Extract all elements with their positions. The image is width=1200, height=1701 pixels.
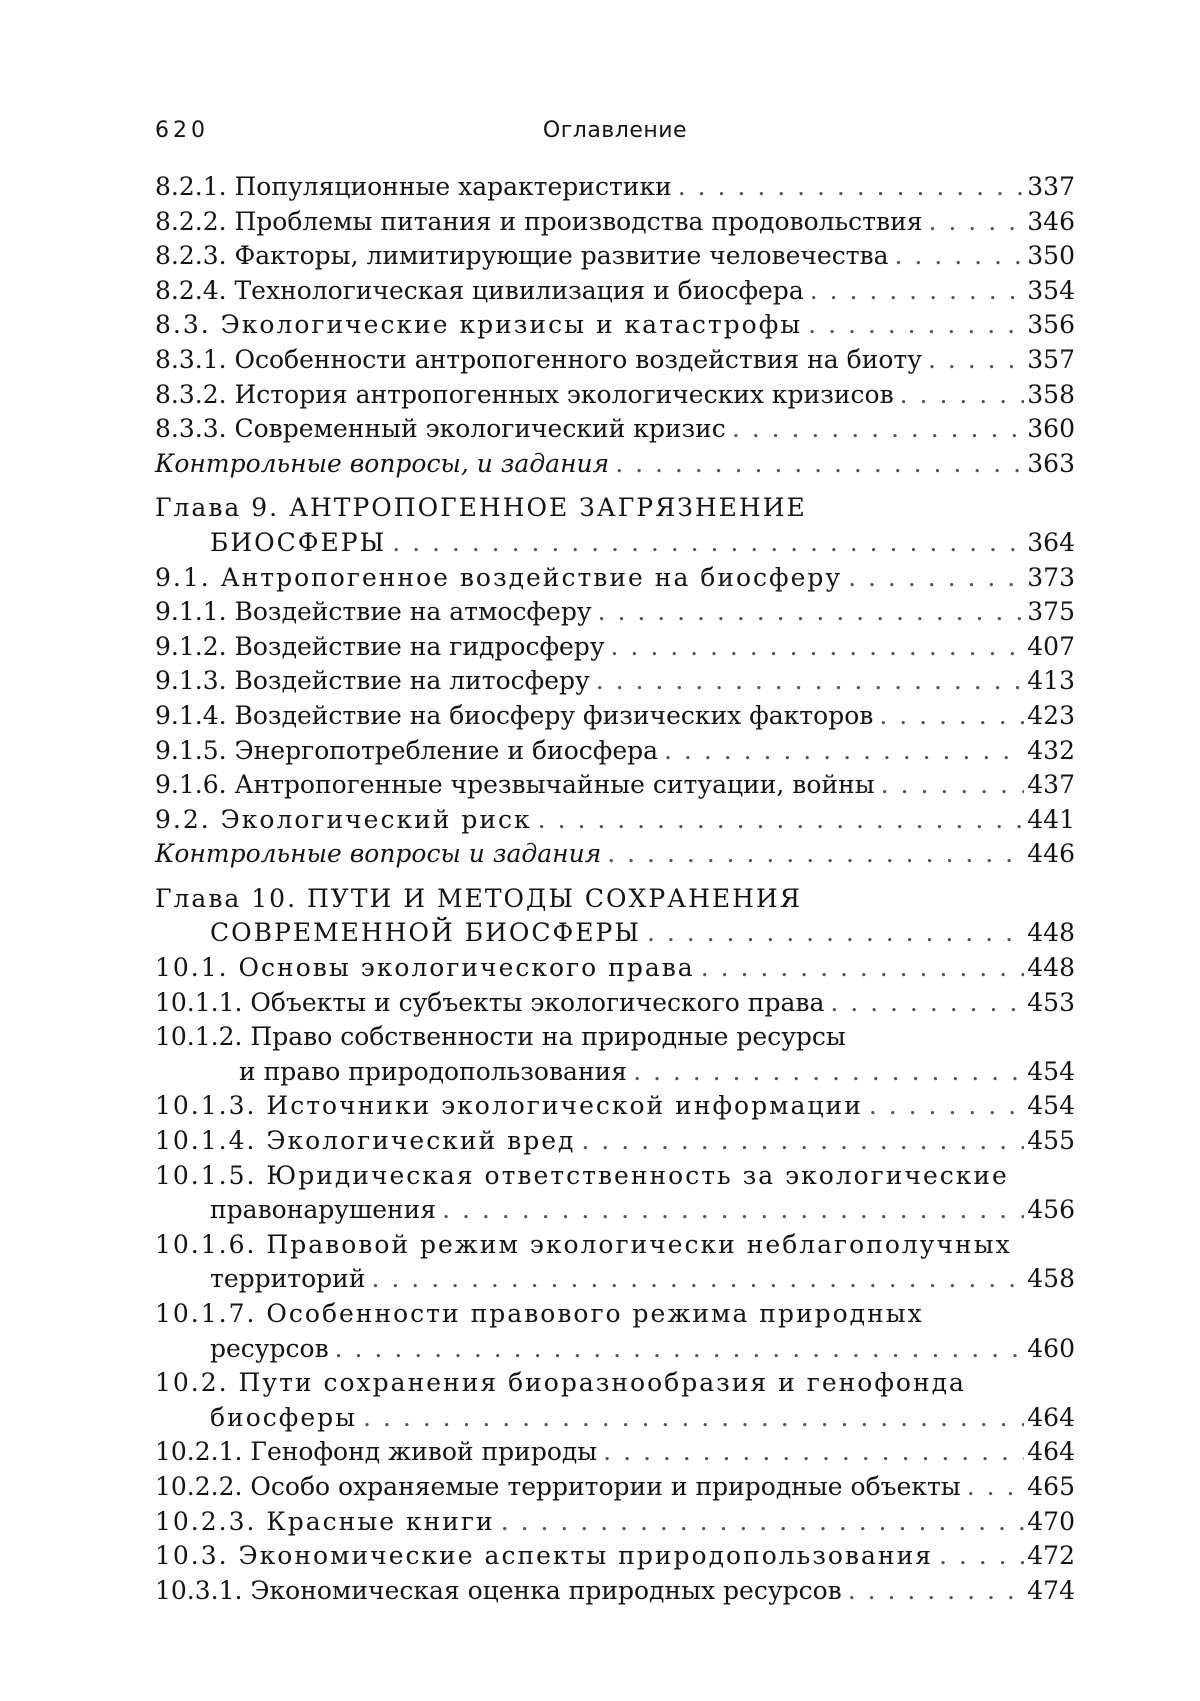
- dot-leader: [732, 412, 1024, 447]
- toc-entry-page: 446: [1027, 839, 1075, 869]
- toc-entry-questions[interactable]: [155, 447, 1075, 482]
- dot-leader: [363, 1401, 1024, 1436]
- toc-entry-page: 360: [1027, 414, 1075, 444]
- toc-chapter-heading-cont[interactable]: [155, 526, 1075, 561]
- toc-entry-page: 454: [1027, 1056, 1075, 1086]
- toc-entry-cont[interactable]: [155, 1055, 1075, 1090]
- toc-entry-cont[interactable]: [155, 1401, 1075, 1436]
- toc-entry-page: 464: [1027, 1437, 1075, 1467]
- dot-leader: [848, 1574, 1025, 1609]
- dot-leader: [701, 951, 1025, 986]
- toc-entry[interactable]: [155, 630, 1075, 665]
- toc-entry[interactable]: [155, 734, 1075, 769]
- toc-entry-page: 464: [1027, 1402, 1075, 1432]
- toc-entry-title: 8.2.3. Факторы, лимитирующие развитие человечества: [155, 241, 889, 271]
- page-number: 620: [155, 118, 209, 143]
- toc-entry[interactable]: [155, 803, 1075, 838]
- toc-entry-title: 9.1.6. Антропогенные чрезвычайные ситуации, войны: [155, 770, 875, 800]
- toc-entry-page: 373: [1027, 562, 1075, 592]
- dot-leader: [335, 1332, 1025, 1367]
- dot-leader: [929, 205, 1025, 240]
- toc-entry[interactable]: [155, 1366, 1075, 1401]
- toc-entry[interactable]: [155, 170, 1075, 205]
- toc-entry[interactable]: [155, 1505, 1075, 1540]
- dot-leader: [830, 986, 1024, 1021]
- toc-entry[interactable]: [155, 1574, 1075, 1609]
- dot-leader: [615, 447, 1024, 482]
- toc-entry-page: 413: [1027, 666, 1075, 696]
- toc-entry-page: 454: [1027, 1091, 1075, 1121]
- toc-entry-title: Контрольные вопросы и задания: [155, 839, 602, 869]
- dot-leader: [372, 1262, 1025, 1297]
- toc-entry[interactable]: [155, 986, 1075, 1021]
- toc-entry-title: 10.1.2. Право собственности на природные ресурсы: [155, 1022, 846, 1052]
- toc-entry-title: биосферы: [210, 1402, 358, 1432]
- toc-entry-title: БИОСФЕРЫ: [210, 527, 387, 557]
- toc-entry-page: 356: [1027, 310, 1075, 340]
- toc-entry-title: 10.1.4. Экологический вред: [155, 1126, 576, 1156]
- toc-entry-title: 8.2.1. Популяционные характеристики: [155, 172, 672, 201]
- toc-entry-title: 9.1.1. Воздействие на атмосферу: [155, 597, 592, 627]
- toc-entry-title: 10.2.3. Красные книги: [155, 1506, 495, 1536]
- toc-entry[interactable]: [155, 1020, 1075, 1055]
- toc-entry[interactable]: [155, 378, 1075, 413]
- dot-leader: [895, 239, 1025, 274]
- toc-entry-title: 10.1. Основы экологического права: [155, 953, 695, 983]
- toc-entry-page: 460: [1027, 1333, 1075, 1363]
- toc-chapter-heading-cont[interactable]: [155, 916, 1075, 951]
- toc-entry-page: 470: [1027, 1506, 1075, 1536]
- toc-entry-page: 465: [1027, 1471, 1075, 1501]
- toc-entry[interactable]: [155, 561, 1075, 596]
- toc-entry-page: 423: [1027, 700, 1075, 730]
- dot-leader: [581, 1124, 1024, 1159]
- toc-entry-page: 357: [1027, 344, 1075, 374]
- toc-entry[interactable]: [155, 239, 1075, 274]
- running-header: [155, 118, 1075, 152]
- toc-entry[interactable]: [155, 205, 1075, 240]
- toc-entry[interactable]: [155, 768, 1075, 803]
- toc-entry-page: 354: [1027, 275, 1075, 305]
- dot-leader: [607, 837, 1024, 872]
- toc-entry-title: 9.1. Антропогенное воздействие на биосферу: [155, 562, 843, 592]
- toc-entry-page: 448: [1027, 953, 1075, 983]
- toc-entry-title: 9.1.4. Воздействие на биосферу физических факторов: [155, 700, 874, 730]
- toc-entry-title: 9.2. Экологический риск: [155, 804, 532, 834]
- dot-leader: [633, 1055, 1024, 1090]
- toc-entry-page: 453: [1027, 987, 1075, 1017]
- dot-leader: [538, 803, 1025, 838]
- toc-entry-page: 364: [1027, 527, 1075, 557]
- dot-leader: [879, 699, 1024, 734]
- running-title: Оглавление: [542, 118, 688, 143]
- toc-entry[interactable]: [155, 308, 1075, 343]
- toc-entry[interactable]: [155, 1124, 1075, 1159]
- toc-entry-title: 8.2.4. Технологическая цивилизация и биосфера: [155, 275, 804, 305]
- toc-chapter-heading[interactable]: [155, 882, 1075, 917]
- toc-entry-page: 441: [1027, 804, 1075, 834]
- toc-entry-page: 375: [1027, 597, 1075, 627]
- toc-entry-title: правонарушения: [210, 1195, 437, 1225]
- toc-entry-title: и право природопользования: [239, 1056, 628, 1086]
- toc-entry-title: 8.3.1. Особенности антропогенного воздействия на биоту: [155, 344, 922, 374]
- toc-entry-title: территорий: [210, 1264, 366, 1294]
- toc-entry-title: Глава 10. ПУТИ И МЕТОДЫ СОХРАНЕНИЯ: [155, 883, 802, 913]
- toc-entry-title: 9.1.5. Энергопотребление и биосфера: [155, 735, 659, 765]
- toc-entry-title: 10.1.7. Особенности правового режима природных: [155, 1299, 924, 1328]
- toc-entry[interactable]: [155, 343, 1075, 378]
- dot-leader: [611, 630, 1025, 665]
- dot-leader: [442, 1193, 1024, 1228]
- dot-leader: [848, 561, 1024, 596]
- dot-leader: [603, 1435, 1024, 1470]
- toc-entry[interactable]: [155, 1089, 1075, 1124]
- toc-entry-cont[interactable]: [155, 1262, 1075, 1297]
- toc-entry-title: 10.1.5. Юридическая ответственность за экологические: [155, 1160, 1009, 1190]
- toc-entry-page: 456: [1027, 1195, 1075, 1225]
- dot-leader: [392, 526, 1024, 561]
- toc-entry-page: 346: [1027, 206, 1075, 236]
- dot-leader: [928, 343, 1024, 378]
- toc-entry-page: 363: [1027, 448, 1075, 478]
- toc-entry[interactable]: [155, 1435, 1075, 1470]
- dot-leader: [939, 1539, 1024, 1574]
- toc-entry[interactable]: [155, 595, 1075, 630]
- toc-entry[interactable]: [155, 699, 1075, 734]
- toc-entry-title: 10.3. Экономические аспекты природопользования: [155, 1541, 933, 1571]
- toc-entry-title: 8.3. Экологические кризисы и катастрофы: [155, 310, 803, 340]
- toc-entry-title: 9.1.3. Воздействие на литосферу: [155, 666, 590, 696]
- toc-entry-title: 10.1.6. Правовой режим экологически неблагополучных: [155, 1229, 1012, 1259]
- toc-entry-title: 8.2.2. Проблемы питания и производства продовольствия: [155, 206, 923, 236]
- dot-leader: [881, 768, 1025, 803]
- toc-entry-title: 10.2. Пути сохранения биоразнообразия и генофонда: [155, 1368, 966, 1398]
- toc-entry[interactable]: [155, 1470, 1075, 1505]
- toc-entry-page: 455: [1027, 1126, 1075, 1156]
- toc-entry[interactable]: [155, 1159, 1075, 1194]
- toc-entry-title: 8.3.2. История антропогенных экологических кризисов: [155, 379, 894, 409]
- dot-leader: [808, 308, 1024, 343]
- toc-entry[interactable]: [155, 1228, 1075, 1263]
- toc-entry-page: 472: [1027, 1541, 1075, 1571]
- toc-entry[interactable]: [155, 412, 1075, 447]
- dot-leader: [598, 595, 1025, 630]
- toc-entry[interactable]: [155, 664, 1075, 699]
- toc-entry-cont[interactable]: [155, 1332, 1075, 1367]
- dot-leader: [596, 664, 1025, 699]
- toc-entry-title: 10.3.1. Экономическая оценка природных ресурсов: [155, 1575, 842, 1605]
- dot-leader: [967, 1470, 1025, 1505]
- dot-leader: [810, 274, 1025, 309]
- spacer: [155, 481, 1075, 491]
- dot-leader: [647, 916, 1024, 951]
- toc-entry[interactable]: [155, 951, 1075, 986]
- table-of-contents: [155, 170, 1075, 1608]
- toc-entry-cont[interactable]: [155, 1193, 1075, 1228]
- toc-entry[interactable]: [155, 1539, 1075, 1574]
- toc-entry-questions[interactable]: [155, 837, 1075, 872]
- spacer: [155, 872, 1075, 882]
- toc-entry-page: 350: [1027, 241, 1075, 271]
- toc-entry-page: 458: [1027, 1264, 1075, 1294]
- toc-entry[interactable]: [155, 274, 1075, 309]
- toc-entry-page: 407: [1027, 631, 1075, 661]
- toc-entry-title: 8.3.3. Современный экологический кризис: [155, 414, 726, 444]
- toc-entry-title: 10.1.3. Источники экологической информации: [155, 1091, 863, 1121]
- dot-leader: [664, 734, 1024, 769]
- toc-entry-title: ресурсов: [210, 1333, 329, 1363]
- toc-entry-page: 448: [1027, 918, 1075, 948]
- toc-chapter-heading[interactable]: [155, 491, 1075, 526]
- toc-entry-title: 10.1.1. Объекты и субъекты экологического права: [155, 987, 825, 1017]
- toc-entry-title: 9.1.2. Воздействие на гидросферу: [155, 631, 605, 661]
- dot-leader: [678, 170, 1025, 205]
- toc-entry-title: СОВРЕМЕННОЙ БИОСФЕРЫ: [210, 918, 641, 948]
- dot-leader: [900, 378, 1025, 413]
- toc-entry-title: 10.2.1. Генофонд живой природы: [155, 1437, 598, 1467]
- toc-entry-page: 474: [1027, 1575, 1075, 1605]
- toc-entry-title: 10.2.2. Особо охраняемые территории и природные объекты: [155, 1471, 961, 1501]
- toc-entry-page: 432: [1027, 735, 1075, 765]
- toc-entry-title: Контрольные вопросы, и задания: [155, 448, 610, 478]
- toc-entry-page: 358: [1027, 379, 1075, 409]
- toc-entry[interactable]: [155, 1297, 1075, 1332]
- toc-entry-page: 437: [1027, 770, 1075, 800]
- dot-leader: [501, 1505, 1025, 1540]
- toc-entry-title: Глава 9. АНТРОПОГЕННОЕ ЗАГРЯЗНЕНИЕ: [155, 493, 807, 523]
- dot-leader: [869, 1089, 1024, 1124]
- toc-entry-page: 337: [1027, 172, 1075, 201]
